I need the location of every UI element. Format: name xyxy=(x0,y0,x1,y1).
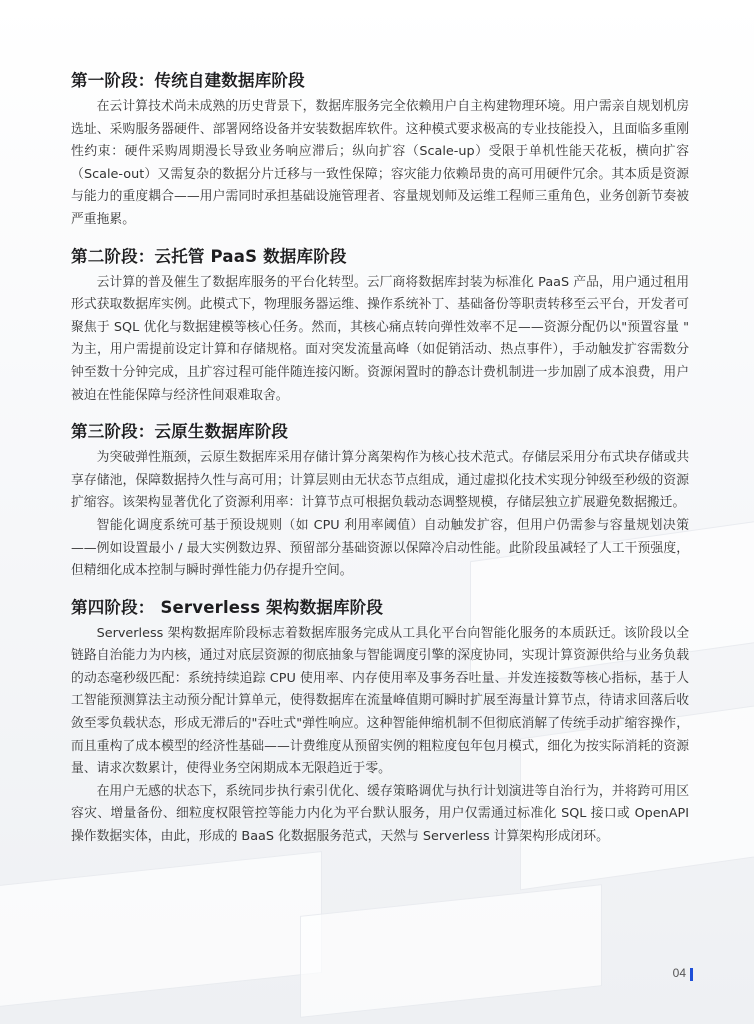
background-decoration xyxy=(0,851,322,1011)
body-paragraph: 在用户无感的状态下，系统同步执行索引优化、缓存策略调优与执行计划演进等自治行为，并将跨可用区容灾、增量备份、细粒度权限管控等能力内化为平台默认服务，用户仅需通过标准化 SQL 接口或 OpenAPI 操作数据实体，由此，形成的 BaaS 化数据服务范式，天然与 Serverless 计算架构形成闭环。 xyxy=(71,783,689,845)
section-stage-2 xyxy=(71,242,689,408)
section-heading: 第四阶段： Serverless 架构数据库阶段 xyxy=(71,597,384,617)
document-body xyxy=(71,66,689,859)
body-paragraph: Serverless 架构数据库阶段标志着数据库服务完成从工具化平台向智能化服务的本质跃迁。该阶段以全链路自治能力为内核，通过对底层资源的彻底抽象与智能调度引擎的深度协同，实现计算资源供给与业务负载的动态毫秒级匹配：系统持续追踪 CPU 使用率、内存使用率及事务吞吐量、并发连接数等核心指标，基于人工智能预测算法主动预分配计算单元，使得数据库在流量峰值期可瞬时扩展至海量计算节点，待请求回落后收敛至零负载状态，形成无滞后的"吞吐式"弹性响应。这种智能伸缩机制不但彻底消解了传统手动扩缩容操作，而且重构了成本模型的经济性基础——计费维度从预留实例的粗粒度包年包月模式，细化为按实际消耗的资源量、请求次数累计，使得业务空闲期成本无限趋近于零。 xyxy=(71,625,689,777)
section-heading: 第一阶段：传统自建数据库阶段 xyxy=(71,71,305,90)
section-heading: 第二阶段：云托管 PaaS 数据库阶段 xyxy=(71,246,347,266)
section-stage-4 xyxy=(71,593,689,849)
body-paragraph: 在云计算技术尚未成熟的历史背景下，数据库服务完全依赖用户自主构建物理环境。用户需亲自规划机房选址、采购服务器硬件、部署网络设备并安装数据库软件。这种模式要求极高的专业技能投入，且面临多重刚性约束：硬件采购周期漫长导致业务响应滞后；纵向扩容（Scale-up）受限于单机性能天花板，横向扩容（Scale-out）又需复杂的数据分片迁移与一致性保障；容灾能力依赖昂贵的高可用硬件冗余。其本质是资源与能力的重度耦合——用户需同时承担基础设施管理者、容量规划师及运维工程师三重角色，业务创新节奏被严重拖累。 xyxy=(71,99,689,227)
body-paragraph: 云计算的普及催生了数据库服务的平台化转型。云厂商将数据库封装为标准化 PaaS 产品，用户通过租用形式获取数据库实例。此模式下，物理服务器运维、操作系统补丁、基础备份等职责转移至云平台，开发者可聚焦于 SQL 优化与数据建模等核心任务。然而，其核心痛点转向弹性效率不足——资源分配仍以"预置容量 " 为主，用户需提前设定计算和存储规格。面对突发流量高峰（如促销活动、热点事件），手动触发扩容需数分钟至数十分钟完成，且扩容过程可能伴随连接闪断。资源闲置时的静态计费机制进一步加剧了成本浪费，用户被迫在性能保障与经济性间艰难取舍。 xyxy=(71,274,689,403)
page-number: 04 xyxy=(672,966,686,980)
body-paragraph: 为突破弹性瓶颈，云原生数据库采用存储计算分离架构作为核心技术范式。存储层采用分布式块存储或共享存储池，保障数据持久性与高可用；计算层则由无状态节点组成，通过虚拟化技术实现分钟级至秒级的资源扩缩容。该架构显著优化了资源利用率：计算节点可根据负载动态调整规模，存储层独立扩展避免数据搬迁。 xyxy=(71,450,689,511)
section-heading: 第三阶段：云原生数据库阶段 xyxy=(71,422,289,442)
body-paragraph: 智能化调度系统可基于预设规则（如 CPU 利用率阈值）自动触发扩容，但用户仍需参与容量规划决策——例如设置最小 / 最大实例数边界、预留部分基础资源以保障冷启动性能。此阶段虽减轻了人工干预强度，但精细化成本控制与瞬时弹性能力仍存提升空间。 xyxy=(71,517,689,579)
page-number-accent-bar xyxy=(690,968,693,981)
section-stage-1 xyxy=(71,66,689,232)
section-stage-3 xyxy=(71,417,689,583)
background-decoration xyxy=(300,884,602,1018)
